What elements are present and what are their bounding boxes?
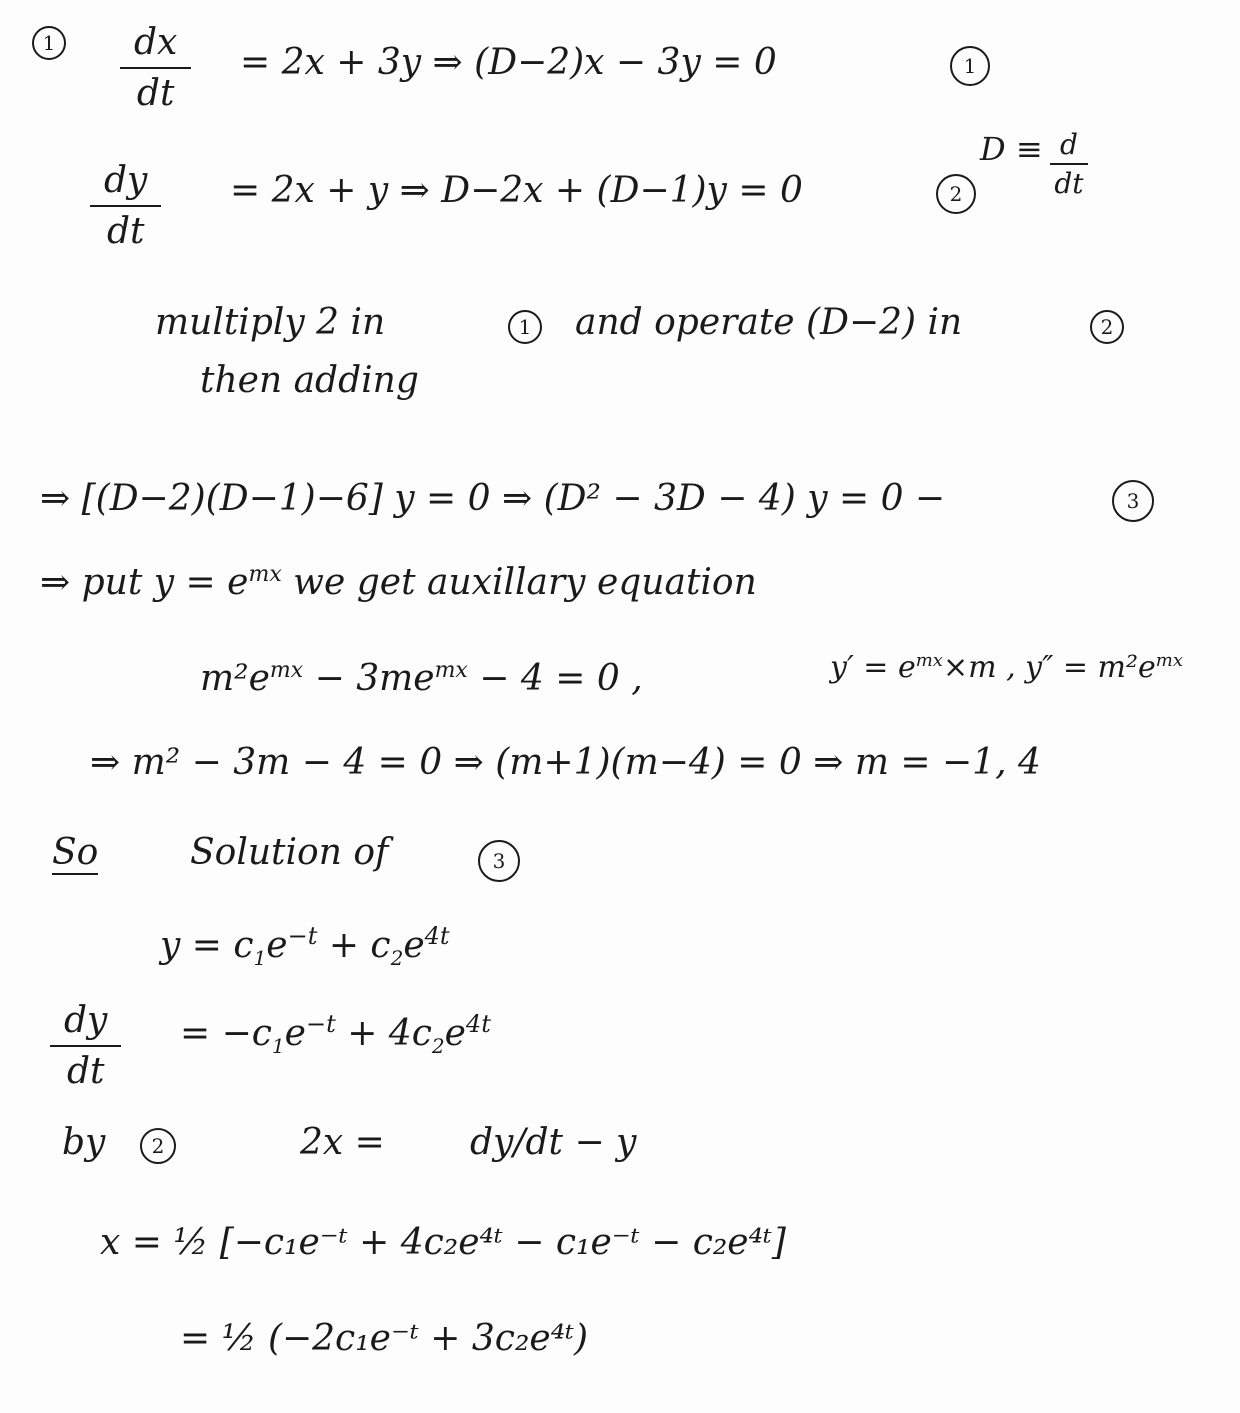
fraction-numerator: dx [134, 22, 178, 63]
exponent: mx [269, 658, 304, 683]
by-label: by [62, 1122, 106, 1163]
dy-dt-fraction-2 [50, 1000, 121, 1092]
derivatives-note [830, 650, 1183, 685]
x-final: = ½ (−2c₁e⁻ᵗ + 3c₂e⁴ᵗ) [180, 1318, 589, 1359]
d-operator-label: D ≡ [980, 130, 1043, 168]
substitution-line [40, 562, 757, 603]
solution-of-label: Solution of [190, 832, 389, 873]
ref-label: 1 [518, 315, 532, 339]
term: ×m , y″ = m²e [942, 650, 1156, 685]
equation-1: = 2x + 3y ⇒ (D−2)x − 3y = 0 [240, 42, 777, 83]
term: e [444, 1013, 466, 1054]
exponent: −t [287, 922, 318, 950]
dx-dt-fraction [120, 22, 191, 114]
dy-dt-fraction [90, 160, 161, 252]
exponent: mx [248, 562, 282, 587]
equation-tag-label: 3 [492, 849, 506, 873]
equation-tag-label: 1 [963, 54, 977, 78]
equation-tag-label: 2 [949, 182, 963, 206]
exponent: mx [915, 650, 943, 671]
term: m²e [200, 658, 270, 699]
ref-equation-2 [1090, 310, 1124, 344]
d-dt-fraction [1050, 128, 1088, 200]
term: y = c [160, 925, 254, 966]
equation-tag-label: 2 [151, 1134, 165, 1158]
substitution-text: ⇒ put y = e [40, 562, 249, 603]
subscript: 1 [253, 946, 267, 971]
general-solution-y [160, 922, 450, 970]
term: e [266, 925, 288, 966]
exponent: −t [305, 1010, 336, 1038]
auxiliary-substitution [200, 658, 643, 699]
subscript: 1 [271, 1034, 285, 1059]
x-expression: x = ½ [−c₁e⁻ᵗ + 4c₂e⁴ᵗ − c₁e⁻ᵗ − c₂e⁴ᵗ] [100, 1222, 786, 1263]
fraction-denominator: dt [1054, 167, 1084, 200]
term: = −c [180, 1013, 272, 1054]
ref-label: 2 [1100, 315, 1114, 339]
problem-number-circle [32, 26, 66, 60]
exponent: 4t [424, 922, 450, 950]
subscript: 2 [431, 1034, 445, 1059]
term: e [403, 925, 425, 966]
fraction-numerator: dy [104, 160, 148, 201]
instruction-multiply: multiply 2 in [155, 302, 386, 343]
two-x-rhs: dy/dt − y [470, 1122, 637, 1163]
instruction-then-adding: then adding [200, 360, 419, 401]
equation-tag-2-ref [140, 1128, 176, 1164]
exponent: mx [434, 658, 468, 683]
term: e [284, 1013, 306, 1054]
ref-equation-1 [508, 310, 542, 344]
term: y′ = e [830, 650, 916, 685]
fraction-denominator: dt [106, 211, 145, 252]
equation-tag-3-ref [478, 840, 520, 882]
instruction-operate: and operate (D−2) in [575, 302, 963, 343]
fraction-denominator: dt [136, 73, 175, 114]
equation-2: = 2x + y ⇒ D−2x + (D−1)y = 0 [230, 170, 803, 211]
auxiliary-text: we get auxillary equation [281, 562, 757, 603]
term: + 4c [335, 1013, 432, 1054]
fraction-denominator: dt [66, 1051, 105, 1092]
term: − 4 = 0 , [467, 658, 643, 699]
exponent: 4t [465, 1010, 491, 1038]
problem-number: 1 [42, 31, 56, 55]
combined-equation: ⇒ [(D−2)(D−1)−6] y = 0 ⇒ (D² − 3D − 4) y = 0 − [40, 478, 946, 519]
equation-tag-1 [950, 46, 990, 86]
subscript: 2 [390, 946, 404, 971]
exponent: mx [1155, 650, 1183, 671]
term: + c [317, 925, 391, 966]
term: − 3me [303, 658, 435, 699]
fraction-numerator: dy [64, 1000, 108, 1041]
characteristic-equation: ⇒ m² − 3m − 4 = 0 ⇒ (m+1)(m−4) = 0 ⇒ m = −1, 4 [90, 742, 1041, 783]
derivative-y [180, 1010, 491, 1058]
fraction-numerator: d [1060, 128, 1078, 161]
so-label: So [52, 832, 99, 873]
equation-tag-label: 3 [1126, 489, 1140, 513]
equation-tag-2 [936, 174, 976, 214]
two-x-label: 2x = [300, 1122, 385, 1163]
equation-tag-3 [1112, 480, 1154, 522]
